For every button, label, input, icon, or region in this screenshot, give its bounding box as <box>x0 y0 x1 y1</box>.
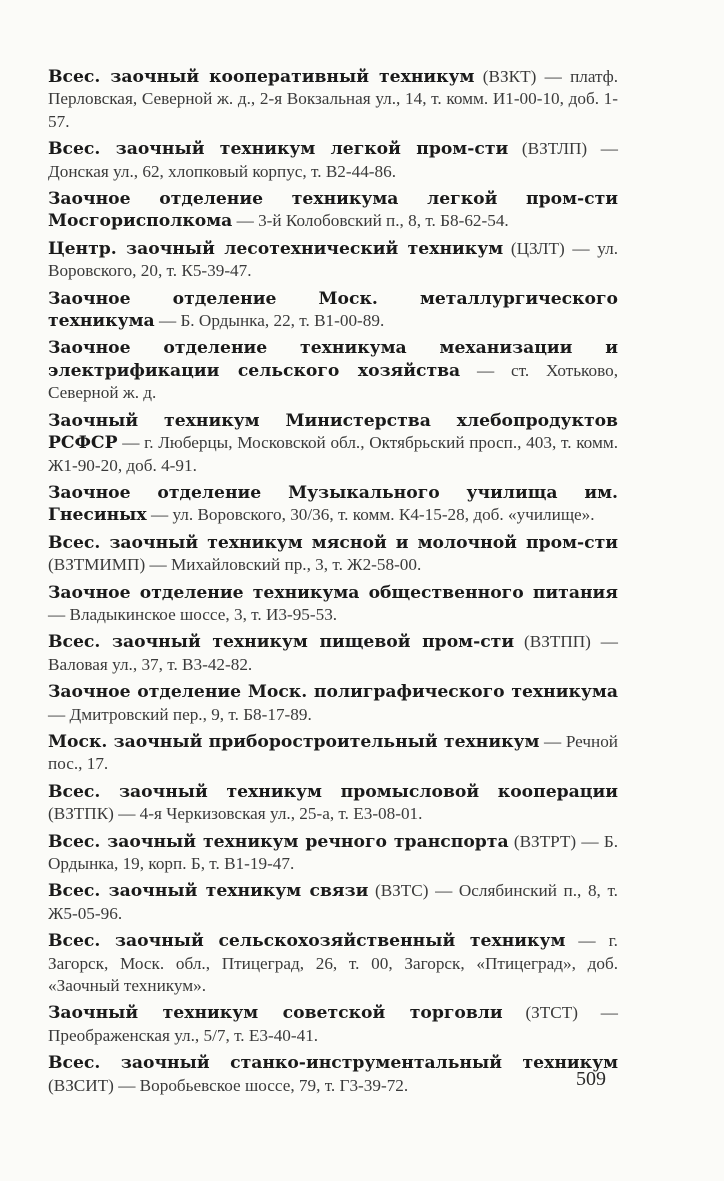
entry-name: Моск. заочный приборостроительный техникум <box>48 731 540 752</box>
entry-name: Центр. заочный лесотехнический техникум <box>48 238 504 259</box>
entry-address: (ВЗТПП) — Валовая ул., 37, т. В3-42-82. <box>48 632 618 674</box>
entry-name: Всес. заочный кооперативный техникум <box>48 67 475 87</box>
entry-address: — Речной пос., 17. <box>48 731 619 774</box>
entry-vztpk <box>48 781 618 826</box>
entry-vztrt <box>48 831 618 876</box>
entry-address: (ВЗСИТ) — Воробьевское шоссе, 79, т. Г3-39-72. <box>48 1075 409 1095</box>
entry-address: (ВЗТС) — Ослябинский п., 8, т. Ж5-05-96. <box>48 881 618 923</box>
entry-name: Заочный техникум Министерства хлебопродуктов РСФСР <box>48 410 618 454</box>
entry-address: — Владыкинское шоссе, 3, т. И3-95-53. <box>48 604 338 624</box>
entry-address: — г. Люберцы, Московской обл., Октябрьский просп., 403, т. комм. Ж1-90-20, доб. 4-91. <box>48 433 618 475</box>
entry-name: Заочный техникум советской торговли <box>48 1003 503 1024</box>
entry-instrument-making <box>48 731 618 776</box>
entry-name: Заочное отделение техникума общественного питания <box>48 582 618 603</box>
directory-page <box>48 66 618 1102</box>
entry-vztlp <box>48 138 618 183</box>
entry-vzsit <box>48 1052 618 1097</box>
entry-address: (ЗТСТ) — Преображенская ул., 5/7, т. Е3-40-41. <box>48 1003 618 1045</box>
entry-tszlt <box>48 238 618 283</box>
entry-address: — Дмитровский пер., 9, т. Б8-17-89. <box>48 704 312 724</box>
entry-address: — 3-й Колобовский п., 8, т. Б8-62-54. <box>232 211 509 231</box>
entry-name: Всес. заочный техникум промысловой кооперации <box>48 781 618 802</box>
entry-grain-products <box>48 410 618 477</box>
entry-agri-mechanization <box>48 337 618 404</box>
entry-name: Заочное отделение Моск. полиграфического техникума <box>48 682 618 703</box>
entry-name: Всес. заочный техникум легкой пром-сти <box>48 139 509 160</box>
entry-address: — ст. Хотьково, Северной ж. д. <box>48 360 618 403</box>
entry-address: (ВЗТМИМП) — Михайловский пр., 3, т. Ж2-58-00. <box>48 555 422 575</box>
entry-ztst <box>48 1002 618 1047</box>
entry-vztmimp <box>48 532 618 577</box>
entry-address: (ВЗКТ) — платф. Перловская, Северной ж. д., 2-я Вокзальная ул., 14, т. комм. И1-00-10, доб. 1-57. <box>48 67 619 131</box>
entry-name: Всес. заочный станко-инструментальный техникум <box>48 1053 618 1074</box>
entry-name: Заочное отделение техникума легкой пром-сти Мосгорисполкома <box>48 189 618 232</box>
page-number: 509 <box>576 1068 606 1090</box>
entry-address: — г. Загорск, Моск. обл., Птицеград, 26, т. 00, Загорск, «Птицеград», доб. «Заочный техникум». <box>48 931 618 996</box>
entry-address: (ВЗТРТ) — Б. Ордынка, 19, корп. Б, т. В1-19-47. <box>48 831 618 873</box>
entry-light-industry-mosgor <box>48 188 618 233</box>
entry-agricultural <box>48 930 618 997</box>
entry-metallurgy <box>48 288 618 333</box>
entry-name: Всес. заочный сельскохозяйственный техникум <box>48 931 566 952</box>
entry-address: — Б. Ордынка, 22, т. В1-00-89. <box>154 311 385 331</box>
entry-name: Всес. заочный техникум пищевой пром-сти <box>48 632 515 653</box>
entry-name: Заочное отделение Музыкального училища им. Гнесиных <box>48 482 618 526</box>
entry-address: (ВЗТПК) — 4-я Черкизовская ул., 25-а, т. Е3-08-01. <box>48 804 423 824</box>
entry-name: Всес. заочный техникум связи <box>48 881 369 902</box>
entry-name: Заочное отделение техникума механизации и электрификации сельского хозяйства <box>48 338 618 381</box>
entry-vztpp <box>48 631 618 676</box>
entry-address: (ВЗТЛП) — Донская ул., 62, хлопковый корпус, т. В2-44-86. <box>48 139 618 181</box>
entry-name: Всес. заочный техникум мясной и молочной пром-сти <box>48 532 618 553</box>
entry-vzkt <box>48 66 618 133</box>
entry-gnesin-school <box>48 482 618 527</box>
entry-catering <box>48 582 618 627</box>
entry-polygraphy <box>48 681 618 726</box>
entry-name: Всес. заочный техникум речного транспорта <box>48 831 509 852</box>
entry-vzts <box>48 880 618 925</box>
entry-name: Заочное отделение Моск. металлургического техникума <box>48 288 618 332</box>
entry-address: — ул. Воровского, 30/36, т. комм. К4-15-28, доб. «училище». <box>146 505 595 525</box>
entry-address: (ЦЗЛТ) — ул. Воровского, 20, т. К5-39-47. <box>48 238 618 281</box>
